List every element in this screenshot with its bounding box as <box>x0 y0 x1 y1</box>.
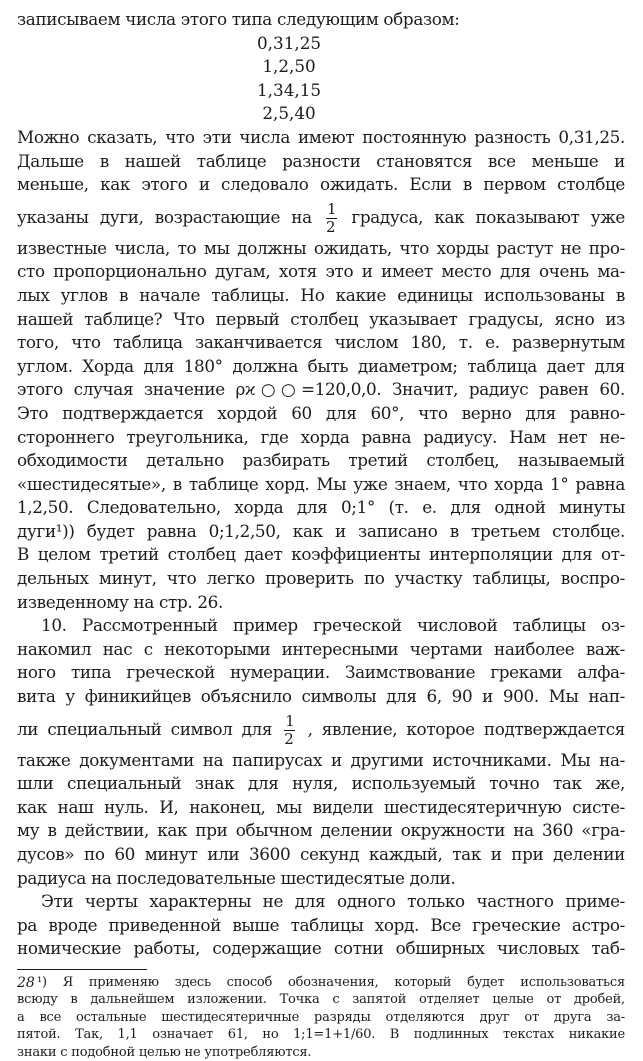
footnote-line: а все остальные шестидесятеричные разряды отделяются друг от друга за- <box>17 1009 625 1025</box>
footnote-line: ¹) Я применяю здесь способ обозначения, который будет использоваться <box>37 974 625 990</box>
text-line: 1,2,50. Следовательно, хорда для 0;1° (т. е. для одной минуты <box>17 497 625 518</box>
text-line: дуги¹)) будет равна 0;1,2,50, как и записано в третьем столбце. <box>17 520 625 541</box>
text-line: дусов» по 60 минут или 3600 секунд каждый, так и при делении <box>17 844 625 864</box>
number-row: 2,5,40 <box>257 103 316 124</box>
text-line: также документами на папирусах и другими источниками. Мы на- <box>17 749 625 770</box>
text-line: номические работы, содержащие сотни обширных числовых таб- <box>17 938 625 959</box>
text-line: шли специальный знак для нуля, используемый точно так же, <box>17 773 625 794</box>
number-row: 1,2,50 <box>257 56 316 77</box>
fraction-numerator: 1 <box>327 199 337 218</box>
text-line: му в действии, как при обычном делении окружности на 360 «гра- <box>17 820 625 841</box>
text-line: вита у финикийцев объяснило символы для 6, 90 и 900. Мы нап- <box>17 686 625 707</box>
text-line: лых углов в начале таблицы. Но какие единицы использованы в <box>17 284 625 305</box>
fraction-numerator: 1 <box>285 711 295 730</box>
number-row: 0,31,25 <box>257 32 322 53</box>
paragraph-2 <box>17 614 625 890</box>
text-line: Можно сказать, что эти числа имеют постоянную разность 0,31,25. <box>17 126 625 147</box>
text-line: радиуса на последовательные шестидесятые доли. <box>17 867 456 888</box>
text-line: известные числа, то мы должны ожидать, что хорды растут не про- <box>17 237 625 258</box>
text-line: меньше, как этого и следовало ожидать. Если в первом столбце <box>17 174 625 195</box>
fraction-denominator: 2 <box>326 217 336 236</box>
footnote-line: знаки с подобной целью не употребляются. <box>17 1044 312 1060</box>
text-line: 10. Рассмотренный пример греческой числовой таблицы оз- <box>41 615 625 636</box>
text-fragment: указаны дуги, возрастающие на <box>17 206 312 227</box>
paragraph-3 <box>17 890 625 961</box>
text-line: Эти черты характерны не для одного только частного приме- <box>41 891 625 912</box>
text-line: дельных минут, что легко проверить по участку таблицы, воспро- <box>17 568 625 589</box>
text-line: ра вроде приведенной выше таблицы хорд. Все греческие астро- <box>17 914 625 935</box>
text-line: Это подтверждается хордой 60 для 60°, что верно для равно- <box>17 402 625 423</box>
text-line: стороннего треугольника, где хорда равна радиусу. Нам нет не- <box>17 426 625 447</box>
page-body <box>17 8 625 1061</box>
footnote <box>17 974 625 1061</box>
text-fragment: градуса, как показывают уже <box>351 206 626 227</box>
paragraph-1 <box>17 126 625 614</box>
text-line: углом. Хорда для 180° должна быть диаметром; таблица дает для <box>17 355 625 376</box>
footnote-line: всюду в дальнейшем изложении. Точка с запятой отделяет целые от дробей, <box>17 992 625 1008</box>
footnote-separator <box>17 969 147 970</box>
text-fragment: , явление, которое подтверждается <box>307 718 625 739</box>
number-list <box>17 32 625 126</box>
text-line: того, что таблица заканчивается числом 180, т. е. развернутым <box>17 332 625 353</box>
text-line: сто пропорционально дугам, хотя это и имеет место для очень ма- <box>17 261 625 282</box>
text-fragment: ли специальный символ для <box>17 718 273 739</box>
text-line: «шестидесятые», в таблице хорд. Мы уже знаем, что хорда 1° равна <box>17 473 625 494</box>
number-row: 1,34,15 <box>257 79 322 100</box>
fraction-denominator: 2 <box>284 729 294 748</box>
text-line: как наш нуль. И, наконец, мы видели шестидесятеричную систе- <box>17 796 625 817</box>
text-line: В целом третий столбец дает коэффициенты интерполяции для от- <box>17 544 625 565</box>
text-line: ного типа греческой нумерации. Заимствование греками алфа- <box>17 662 625 683</box>
text-line-with-fraction <box>17 197 625 237</box>
text-line-with-fraction <box>17 709 625 749</box>
text-line: изведенному на стр. 26. <box>17 591 223 612</box>
text-line: обходимости детально разбирать третий столбец, называемый <box>17 450 625 471</box>
text-line: этого случая значение ρϰ○○=120,0,0. Значит, радиус равен 60. <box>17 379 625 400</box>
text-line: нашей таблице? Что первый столбец указывает градусы, ясно из <box>17 308 625 329</box>
text-line: Дальше в нашей таблице разности становятся все меньше и <box>17 150 625 171</box>
fraction-one-half <box>326 199 337 236</box>
fraction-one-half <box>284 711 295 748</box>
intro-line: записываем числа этого типа следующим образом: <box>17 9 460 29</box>
footnote-line: пятой. Так, 1,1 означает 61, но 1;1=1+1/60. В подлинных текстах никакие <box>17 1027 625 1043</box>
page-number: 28 <box>17 975 35 991</box>
text-line: накомил нас с некоторыми интересными чертами наиболее важ- <box>17 638 625 659</box>
